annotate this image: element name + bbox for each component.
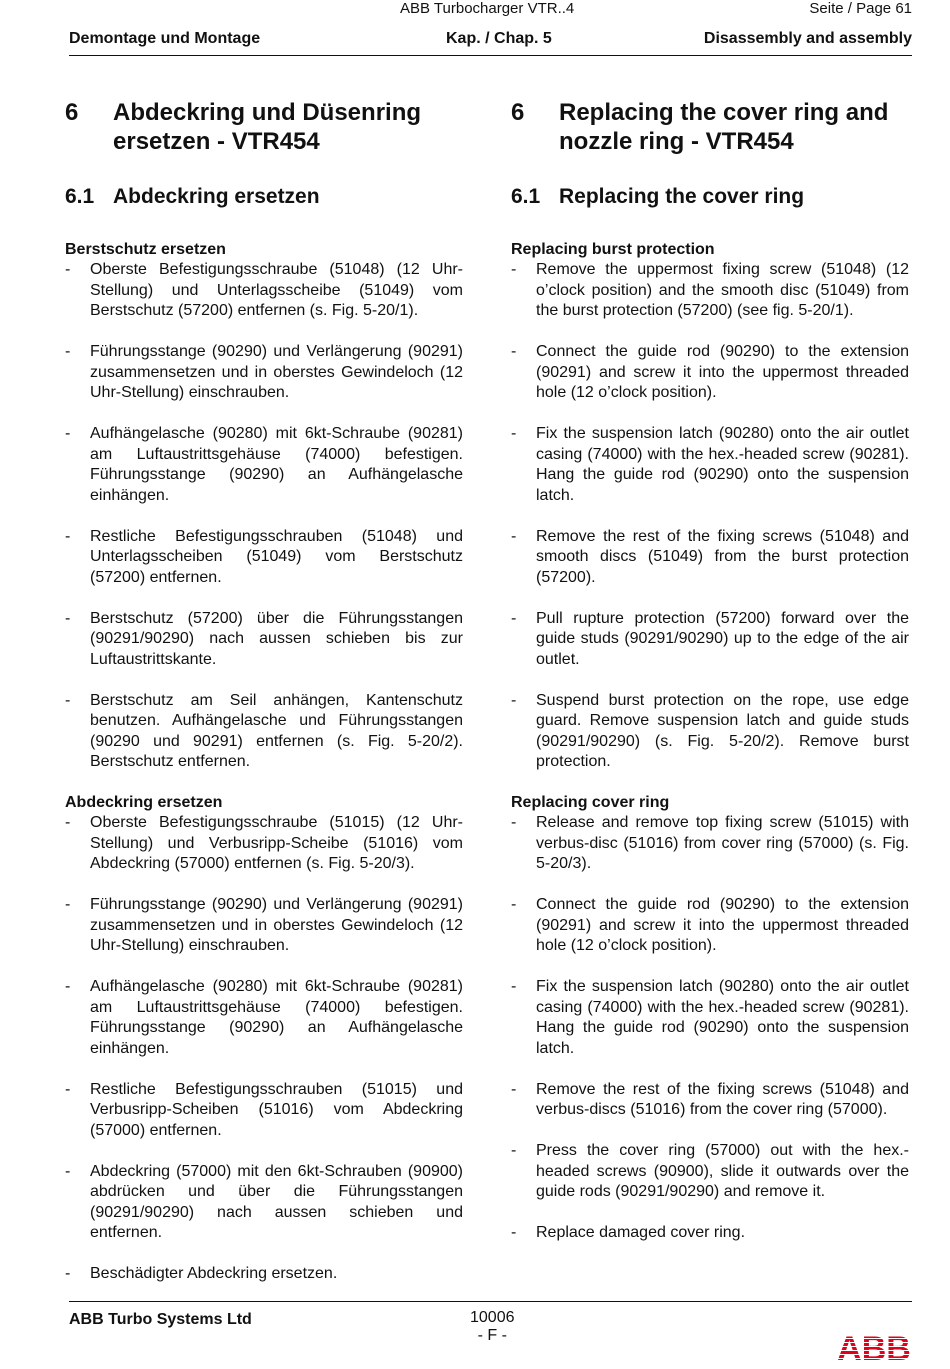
section-title: Replacing the cover ring xyxy=(559,185,805,208)
chapter-title: Abdeckring und Düsenring ersetzen - VTR454 xyxy=(113,99,422,155)
list-item-text: Führungsstange (90290) und Verlängerung (90291) zusammensetzen und in oberstes Gewindeloch (12 Uhr-Stellung) einschrauben. xyxy=(90,896,463,954)
list-item-text: Release and remove top fixing screw (51015) with verbus-disc (51016) from cover ring (57000) (s. Fig. 5-20/3). xyxy=(536,814,909,872)
list-item-text: Aufhängelasche (90280) mit 6kt-Schraube (90281) am Luftaustrittsgehäuse (74000) befestigen. Führungsstange (90290) an Aufhängelasche einhängen. xyxy=(90,978,463,1057)
subheading-cover-ring: Abdeckring ersetzen xyxy=(65,794,223,811)
list-item-text: Beschädigter Abdeckring ersetzen. xyxy=(90,1265,338,1282)
chapter-number: 6 xyxy=(65,99,79,126)
list-item xyxy=(65,609,463,671)
bullet-dash: - xyxy=(65,343,71,360)
subheading-burst-protection: Berstschutz ersetzen xyxy=(65,241,226,258)
list-item xyxy=(511,342,909,404)
document-title: ABB Turbocharger VTR..4 xyxy=(400,0,575,17)
bullet-dash: - xyxy=(511,527,517,545)
step-list xyxy=(511,260,909,773)
bullet-dash: - xyxy=(65,1162,71,1180)
list-item xyxy=(65,1264,463,1285)
list-item-text: Fix the suspension latch (90280) onto the air outlet casing (74000) with the hex.-headed screw (90281). Hang the guide rod (90290) onto the suspension latch. xyxy=(536,425,909,504)
bullet-dash: - xyxy=(511,1224,517,1241)
bullet-dash: - xyxy=(511,343,517,360)
bullet-dash: - xyxy=(65,609,71,627)
list-item-text: Oberste Befestigungsschraube (51015) (12 Uhr-Stellung) und Verbusripp-Scheibe (51016) vom Abdeckring (57000) entfernen (s. Fig. 5-20/3). xyxy=(90,814,463,872)
list-item xyxy=(65,424,463,506)
subheading-cover-ring: Replacing cover ring xyxy=(511,794,670,811)
bullet-dash: - xyxy=(65,527,71,545)
list-item xyxy=(511,609,909,671)
bullet-dash: - xyxy=(511,261,517,278)
list-item-text: Oberste Befestigungsschraube (51048) (12 Uhr-Stellung) und Unterlagsscheibe (51049) vom Berstschutz (57200) entfernen (s. Fig. 5-20/1). xyxy=(90,261,463,319)
list-item xyxy=(511,977,909,1059)
list-item-text: Restliche Befestigungsschrauben (51048) und Unterlagsscheiben (51049) vom Berstschutz (57200) entfernen. xyxy=(90,527,463,586)
bullet-dash: - xyxy=(65,261,71,278)
section-heading xyxy=(511,184,909,210)
list-item-text: Suspend burst protection on the rope, use edge guard. Remove suspension latch and guide studs (90291/90290) (s. Fig. 5-20/2). Remove burst protection. xyxy=(536,691,909,770)
list-item xyxy=(511,895,909,957)
document-number: 10006 xyxy=(470,1309,515,1326)
page-number: Seite / Page 61 xyxy=(809,0,912,17)
bullet-dash: - xyxy=(65,978,71,995)
list-item xyxy=(511,813,909,875)
list-item xyxy=(511,1223,909,1244)
english-column xyxy=(511,98,909,1264)
chapter-title: Replacing the cover ring and nozzle ring - VTR454 xyxy=(559,99,889,155)
list-item-text: Berstschutz am Seil anhängen, Kantenschutz benutzen. Aufhängelasche und Führungsstangen (90290 und 90291) entfernen (s. Fig. 5-20/2). Berstschutz entfernen. xyxy=(90,691,463,770)
header-divider xyxy=(69,55,912,56)
list-item-text: Berstschutz (57200) über die Führungsstangen (90291/90290) nach aussen schieben bis zur Luftaustrittskante. xyxy=(90,609,463,668)
german-column xyxy=(65,98,463,1305)
list-item-text: Remove the uppermost fixing screw (51048) (12 o’clock position) and the smooth disc (51049) from the burst protection (57200) (see fig. 5-20/1). xyxy=(536,261,909,319)
abb-logo-text: ABB xyxy=(837,1331,911,1363)
chapter-label: Kap. / Chap. 5 xyxy=(446,30,552,47)
bullet-dash: - xyxy=(511,814,517,831)
bullet-dash: - xyxy=(511,1080,517,1098)
list-item xyxy=(65,1080,463,1142)
section-title: Abdeckring ersetzen xyxy=(113,185,320,208)
bullet-dash: - xyxy=(511,896,517,913)
footer-divider xyxy=(69,1301,912,1302)
bullet-dash: - xyxy=(511,609,517,627)
bullet-dash: - xyxy=(511,691,517,709)
list-item xyxy=(511,424,909,506)
step-list xyxy=(65,813,463,1285)
list-item-text: Restliche Befestigungsschrauben (51015) und Verbusripp-Scheiben (51016) vom Abdeckring (57000) entfernen. xyxy=(90,1080,463,1139)
chapter-heading xyxy=(511,98,909,156)
list-item-text: Pull rupture protection (57200) forward over the guide studs (90291/90290) up to the edge of the air outlet. xyxy=(536,609,909,668)
list-item xyxy=(65,527,463,589)
list-item-text: Fix the suspension latch (90280) onto the air outlet casing (74000) with the hex.-headed screw (90281). Hang the guide rod (90290) onto the suspension latch. xyxy=(536,978,909,1057)
revision-label: - F - xyxy=(477,1327,507,1344)
list-item xyxy=(65,342,463,404)
list-item-text: Führungsstange (90290) und Verlängerung (90291) zusammensetzen und in oberstes Gewindeloch (12 Uhr-Stellung) einschrauben. xyxy=(90,343,463,401)
list-item-text: Aufhängelasche (90280) mit 6kt-Schraube (90281) am Luftaustrittsgehäuse (74000) befestigen. Führungsstange (90290) an Aufhängelasche einhängen. xyxy=(90,425,463,504)
bullet-dash: - xyxy=(65,814,71,831)
list-item xyxy=(65,813,463,875)
company-name: ABB Turbo Systems Ltd xyxy=(69,1311,252,1328)
section-number: 6.1 xyxy=(65,185,95,208)
list-item-text: Remove the rest of the fixing screws (51048) and smooth discs (51049) from the burst protection (57200). xyxy=(536,527,909,586)
subheading-burst-protection: Replacing burst protection xyxy=(511,241,715,258)
bullet-dash: - xyxy=(65,691,71,709)
document-id xyxy=(470,1309,515,1345)
bullet-dash: - xyxy=(65,425,71,442)
bullet-dash: - xyxy=(511,1142,517,1159)
list-item xyxy=(511,691,909,773)
list-item-text: Replace damaged cover ring. xyxy=(536,1224,746,1241)
list-item-text: Connect the guide rod (90290) to the extension (90291) and screw it into the uppermost threaded hole (12 o’clock position). xyxy=(536,343,909,401)
list-item xyxy=(511,527,909,589)
step-list xyxy=(511,813,909,1244)
list-item xyxy=(65,1162,463,1244)
list-item-text: Connect the guide rod (90290) to the extension (90291) and screw it into the uppermost threaded hole (12 o’clock position). xyxy=(536,896,909,954)
chapter-number: 6 xyxy=(511,99,525,126)
list-item-text: Abdeckring (57000) mit den 6kt-Schrauben (90900) abdrücken und über die Führungsstangen (90291/90290) nach aussen schieben und entfernen. xyxy=(90,1162,463,1241)
list-item xyxy=(511,1080,909,1121)
bullet-dash: - xyxy=(65,1265,71,1282)
section-heading xyxy=(65,184,463,210)
list-item xyxy=(65,260,463,322)
step-list xyxy=(65,260,463,773)
chapter-heading xyxy=(65,98,463,156)
list-item xyxy=(65,895,463,957)
bullet-dash: - xyxy=(65,896,71,913)
list-item xyxy=(511,260,909,322)
page-header-top xyxy=(0,0,950,22)
bullet-dash: - xyxy=(511,978,517,995)
list-item xyxy=(65,691,463,773)
section-number: 6.1 xyxy=(511,185,541,208)
list-item-text: Remove the rest of the fixing screws (51048) and verbus-discs (51016) from the cover ring (57000). xyxy=(536,1080,909,1118)
list-item xyxy=(65,977,463,1059)
section-left-label: Demontage und Montage xyxy=(69,30,261,47)
bullet-dash: - xyxy=(511,425,517,442)
page-header-sections xyxy=(69,30,912,52)
section-right-label: Disassembly and assembly xyxy=(703,30,912,47)
bullet-dash: - xyxy=(65,1080,71,1098)
abb-logo xyxy=(835,1331,913,1363)
list-item-text: Press the cover ring (57000) out with the hex.-headed screws (90900), slide it outwards over the guide rods (90291/90290) and remove it. xyxy=(536,1142,909,1200)
list-item xyxy=(511,1141,909,1203)
